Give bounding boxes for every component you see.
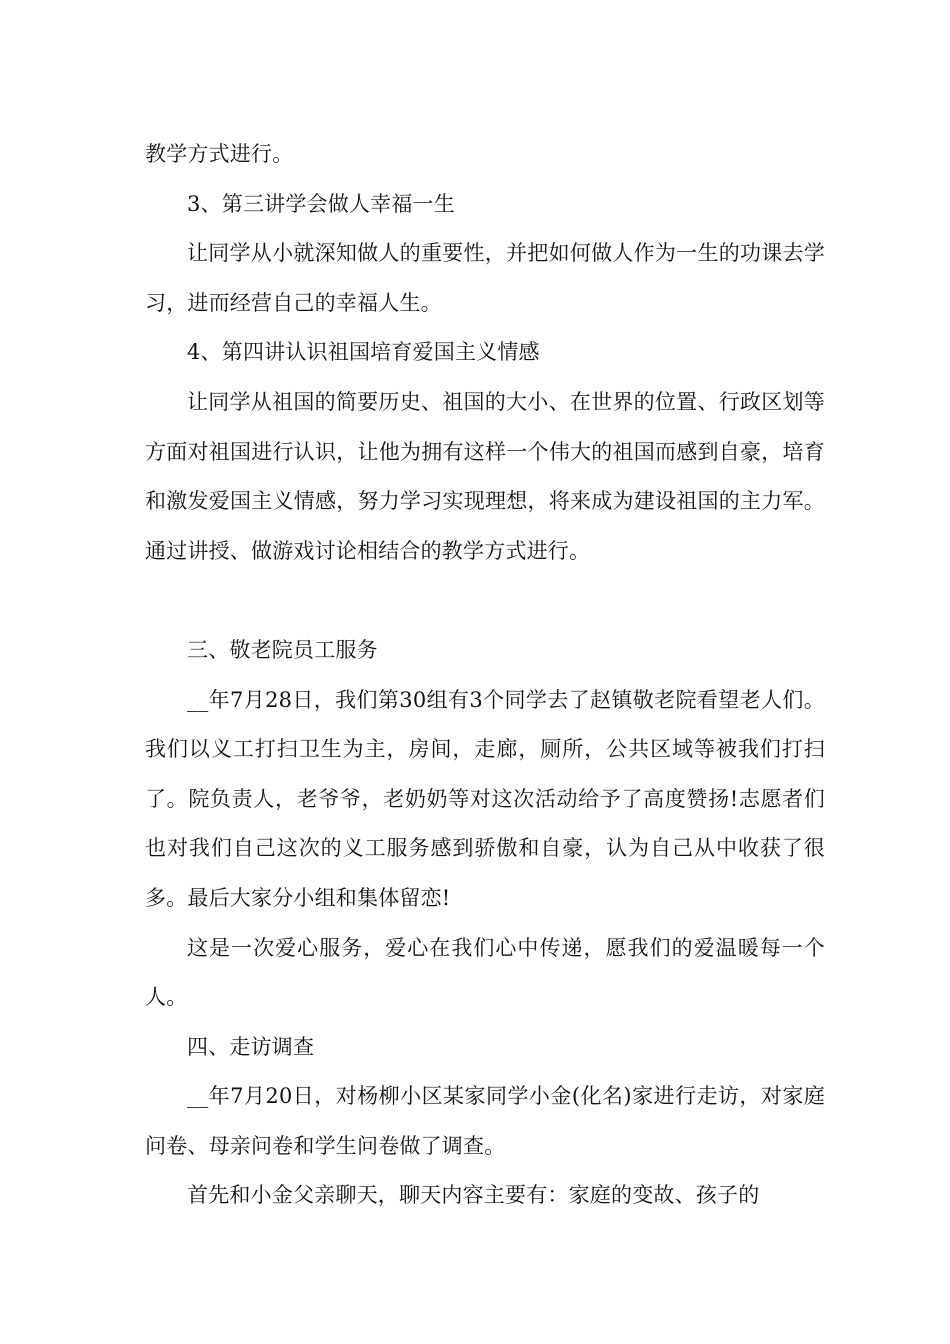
heading-lecture-4: 4、第四讲认识祖国培育爱国主义情感 — [187, 340, 540, 365]
paragraph-nursing-home: __年7月28日，我们第30组有3个同学去了赵镇敬老院看望老人们。我们以义工打扫卫生为主，房间，走廊，厕所，公共区域等被我们打扫了。院负责人，老爷爷，老奶奶等对这次活动给予了高度赞扬!志愿者们也对我们自己这次的义工服务感到骄傲和自豪，认为自己从中收获了很多。最后大家分小组和集体留恋! — [145, 687, 825, 910]
paragraph-father-talk: 首先和小金父亲聊天，聊天内容主要有：家庭的变故、孩子的 — [187, 1183, 760, 1208]
heading-lecture-3: 3、第三讲学会做人幸福一生 — [187, 191, 455, 216]
heading-section-3: 三、敬老院员工服务 — [187, 637, 378, 662]
paragraph-lecture-3: 让同学从小就深知做人的重要性，并把如何做人作为一生的功课去学习，进而经营自己的幸福人生。 — [145, 241, 825, 315]
heading-section-4: 四、走访调查 — [187, 1034, 315, 1059]
document-body — [145, 130, 825, 1221]
paragraph-lecture-4: 让同学从祖国的简要历史、祖国的大小、在世界的位置、行政区划等方面对祖国进行认识，让他为拥有这样一个伟大的祖国而感到自豪，培育和激发爱国主义情感，努力学习实现理想，将来成为建设祖国的主力军。通过讲授、做游戏讨论相结合的教学方式进行。 — [145, 389, 825, 563]
paragraph-continuation: 教学方式进行。 — [145, 142, 294, 166]
section-gap — [145, 576, 825, 626]
paragraph-love-service: 这是一次爱心服务，爱心在我们心中传递，愿我们的爱温暖每一个人。 — [145, 935, 825, 1010]
paragraph-visit: __年7月20日，对杨柳小区某家同学小金(化名)家进行走访，对家庭问卷、母亲问卷和学生问卷做了调查。 — [145, 1084, 825, 1158]
